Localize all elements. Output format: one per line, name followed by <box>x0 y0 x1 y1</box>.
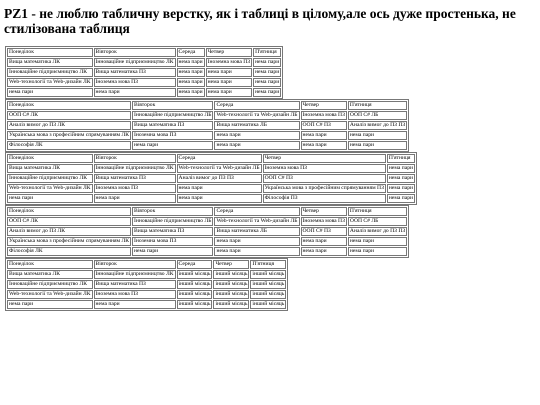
lesson-cell: нема пари <box>214 131 299 140</box>
lesson-cell: інший місяць <box>178 271 211 277</box>
schedule-table <box>5 99 409 152</box>
lesson-cell: нема пари <box>388 165 414 171</box>
lesson-cell: нема пари <box>214 141 299 150</box>
lesson-cell: Філософія ЛК <box>7 141 131 150</box>
lesson-cell: нема пари <box>348 131 407 140</box>
table-row <box>7 78 281 87</box>
day-header-cell: Вівторок <box>132 207 213 216</box>
lesson-cell: нема пари <box>255 59 280 65</box>
lesson-cell: Інноваційне підприємництво ЛБ <box>134 112 212 118</box>
lesson-cell: інший місяць <box>178 301 211 307</box>
lesson-cell: нема пари <box>255 89 280 95</box>
lesson-cell: нема пари <box>255 69 280 75</box>
lesson-cell: Вища математика ПЗ <box>132 227 213 236</box>
day-header-cell: Вівторок <box>132 101 213 110</box>
lesson-cell: інший місяць <box>252 271 285 277</box>
lesson-cell: нема пари <box>301 131 347 140</box>
day-header-cell: Понеділок <box>7 154 93 163</box>
lesson-cell: інший місяць <box>252 291 285 297</box>
lesson-cell: Вища математика ЛК <box>7 270 93 279</box>
lesson-cell: Web-технології та Web-дизайн ЛК <box>9 185 91 191</box>
lesson-cell: нема пари <box>301 141 347 150</box>
table-header-row <box>7 207 407 216</box>
lesson-cell: нема пари <box>255 79 280 85</box>
lesson-cell: ООП C# ЛБ <box>348 111 407 120</box>
lesson-cell: нема пари <box>206 68 252 77</box>
lesson-cell: Українська мова з професійним спрямуванням ЛК <box>9 238 130 244</box>
lesson-cell: Іноземна мова ПЗ <box>94 184 176 193</box>
day-header-cell: Понеділок <box>7 260 93 269</box>
lesson-cell: нема пари <box>177 184 262 193</box>
lesson-cell: нема пари <box>178 59 203 65</box>
lesson-cell: нема пари <box>301 237 347 246</box>
lesson-cell: Вища математика ЛБ <box>214 121 299 130</box>
day-header-cell: Четвер <box>301 101 347 110</box>
lesson-cell: інший місяць <box>215 301 248 307</box>
table-header-row <box>7 154 415 163</box>
table-row <box>7 88 281 97</box>
table-row <box>7 227 407 236</box>
lesson-cell: Web-технології та Web-дизайн ЛБ <box>216 218 298 224</box>
table-row <box>7 270 286 279</box>
lesson-cell: Інноваційне підприємництво ЛБ <box>134 218 212 224</box>
lesson-cell: нема пари <box>7 300 93 309</box>
day-header-cell: Середа <box>177 48 205 57</box>
lesson-cell: Інноваційне підприємництво ЛК <box>95 271 174 277</box>
day-header-cell: П'ятниця <box>348 207 407 216</box>
lesson-cell: нема пари <box>388 195 414 201</box>
schedule-table <box>5 152 417 205</box>
table-row <box>7 164 415 173</box>
day-header-cell: Вівторок <box>94 260 176 269</box>
lesson-cell: нема пари <box>94 300 176 309</box>
lesson-cell: Аналіз вимог до ПЗ ПЗ <box>349 122 406 128</box>
lesson-cell: нема пари <box>214 237 299 246</box>
lesson-cell: нема пари <box>348 247 407 256</box>
lesson-cell: Українська мова з професійним спрямуванням ЛК <box>9 132 130 138</box>
day-header-cell: Понеділок <box>7 48 93 57</box>
lesson-cell: Інноваційне підприємництво ЛК <box>7 280 93 289</box>
schedule-table-block <box>4 46 536 99</box>
table-row <box>7 111 407 120</box>
schedule-table <box>5 258 288 311</box>
lesson-cell: Вища математика ПЗ <box>132 121 213 130</box>
lesson-cell: нема пари <box>7 194 93 203</box>
lesson-cell: Вища математика ЛК <box>7 58 93 67</box>
lesson-cell: нема пари <box>7 88 93 97</box>
day-header-cell: Середа <box>214 207 299 216</box>
schedule-table <box>5 205 409 258</box>
table-row <box>7 121 407 130</box>
table-row <box>7 237 407 246</box>
lesson-cell: інший місяць <box>215 281 248 287</box>
table-row <box>7 217 407 226</box>
lesson-cell: Вища математика ПЗ <box>94 280 176 289</box>
lesson-cell: Іноземна мова ПЗ <box>94 290 176 299</box>
lesson-cell: Аналіз вимог до ПЗ ЛК <box>7 227 131 236</box>
lesson-cell: Web-технології та Web-дизайн ЛБ <box>216 112 298 118</box>
lesson-cell: нема пари <box>301 247 347 256</box>
lesson-cell: Інноваційне підприємництво ЛК <box>95 165 174 171</box>
lesson-cell: нема пари <box>206 78 252 87</box>
table-row <box>7 141 407 150</box>
schedule-tables <box>4 46 536 311</box>
table-row <box>7 174 415 183</box>
lesson-cell: Web-технології та Web-дизайн ЛБ <box>178 165 260 171</box>
lesson-cell: нема пари <box>132 141 213 150</box>
table-row <box>7 131 407 140</box>
lesson-cell: Web-технології та Web-дизайн ЛК <box>9 291 91 297</box>
lesson-cell: Аналіз вимог до ПЗ ПЗ <box>349 228 406 234</box>
day-header-cell: Четвер <box>206 48 252 57</box>
lesson-cell: Іноземна мова ПЗ <box>132 131 213 140</box>
day-header-cell: П'ятниця <box>348 101 407 110</box>
day-header-cell: Вівторок <box>94 48 176 57</box>
day-header-cell: П'ятниця <box>250 260 286 269</box>
table-row <box>7 300 286 309</box>
lesson-cell: Вища математика ЛБ <box>214 227 299 236</box>
table-row <box>7 290 286 299</box>
table-row <box>7 184 415 193</box>
lesson-cell: інший місяць <box>215 291 248 297</box>
table-row <box>7 194 415 203</box>
lesson-cell: інший місяць <box>252 301 285 307</box>
lesson-cell: ООП C# ЛК <box>7 217 131 226</box>
day-header-cell: П'ятниця <box>387 154 415 163</box>
table-header-row <box>7 260 286 269</box>
lesson-cell: ООП C# ЛК <box>7 111 131 120</box>
lesson-cell: Філософія ЛК <box>7 247 131 256</box>
table-row <box>7 247 407 256</box>
lesson-cell: Іноземна мова ПЗ <box>263 164 386 173</box>
day-header-cell: Четвер <box>301 207 347 216</box>
day-header-cell: Понеділок <box>7 207 131 216</box>
day-header-cell: Понеділок <box>7 101 131 110</box>
day-header-cell: Середа <box>177 154 262 163</box>
lesson-cell: Вища математика ЛК <box>7 164 93 173</box>
lesson-cell: ООП C# ПЗ <box>301 121 347 130</box>
lesson-cell: інший місяць <box>178 281 211 287</box>
lesson-cell: нема пари <box>178 79 203 85</box>
schedule-table-block <box>4 205 536 258</box>
day-header-cell: Середа <box>214 101 299 110</box>
day-header-cell: Середа <box>177 260 213 269</box>
lesson-cell: Інноваційне підприємництво ЛК <box>7 174 93 183</box>
lesson-cell: ООП C# ПЗ <box>301 227 347 236</box>
lesson-cell: Інноваційне підприємництво ЛК <box>95 59 174 65</box>
lesson-cell: Філософія ПЗ <box>263 194 386 203</box>
table-row <box>7 280 286 289</box>
table-header-row <box>7 48 281 57</box>
lesson-cell: Інноваційне підприємництво ЛК <box>7 68 93 77</box>
day-header-cell: Четвер <box>263 154 386 163</box>
schedule-table-block <box>4 99 536 152</box>
lesson-cell: Аналіз вимог до ПЗ ЛК <box>7 121 131 130</box>
table-header-row <box>7 101 407 110</box>
page-heading: PZ1 - не люблю табличну верстку, як і таблиці в цілому,але ось дуже простенька, не стилізована таблиця <box>4 6 516 36</box>
day-header-cell: Вівторок <box>94 154 176 163</box>
lesson-cell: Аналіз вимог до ПЗ ПЗ <box>177 174 262 183</box>
lesson-cell: Іноземна мова ПЗ <box>302 218 345 224</box>
day-header-cell: П'ятниця <box>253 48 281 57</box>
lesson-cell: Іноземна мова ПЗ <box>302 112 345 118</box>
lesson-cell: нема пари <box>94 88 176 97</box>
schedule-table <box>5 46 283 99</box>
table-row <box>7 68 281 77</box>
lesson-cell: нема пари <box>94 194 176 203</box>
lesson-cell: нема пари <box>177 194 262 203</box>
schedule-table-block <box>4 152 536 205</box>
lesson-cell: нема пари <box>348 141 407 150</box>
lesson-cell: Вища математика ПЗ <box>94 174 176 183</box>
lesson-cell: Українська мова з професійним спрямуванням ПЗ <box>264 185 384 191</box>
lesson-cell: інший місяць <box>252 281 285 287</box>
lesson-cell: Іноземна мова ПЗ <box>94 78 176 87</box>
lesson-cell: ООП C# ПЗ <box>263 174 386 183</box>
lesson-cell: нема пари <box>348 237 407 246</box>
lesson-cell: інший місяць <box>178 291 211 297</box>
day-header-cell: Четвер <box>213 260 249 269</box>
lesson-cell: нема пари <box>206 88 252 97</box>
schedule-table-block <box>4 258 536 311</box>
lesson-cell: інший місяць <box>215 271 248 277</box>
lesson-cell: нема пари <box>214 247 299 256</box>
lesson-cell: Web-технології та Web-дизайн ЛК <box>9 79 91 85</box>
table-row <box>7 58 281 67</box>
lesson-cell: нема пари <box>178 69 203 75</box>
lesson-cell: Іноземна мова ПЗ <box>207 59 251 65</box>
lesson-cell: нема пари <box>132 247 213 256</box>
lesson-cell: Іноземна мова ПЗ <box>132 237 213 246</box>
lesson-cell: нема пари <box>178 89 203 95</box>
lesson-cell: нема пари <box>388 185 414 191</box>
lesson-cell: нема пари <box>388 175 414 181</box>
lesson-cell: ООП C# ЛБ <box>348 217 407 226</box>
lesson-cell: Вища математика ПЗ <box>94 68 176 77</box>
